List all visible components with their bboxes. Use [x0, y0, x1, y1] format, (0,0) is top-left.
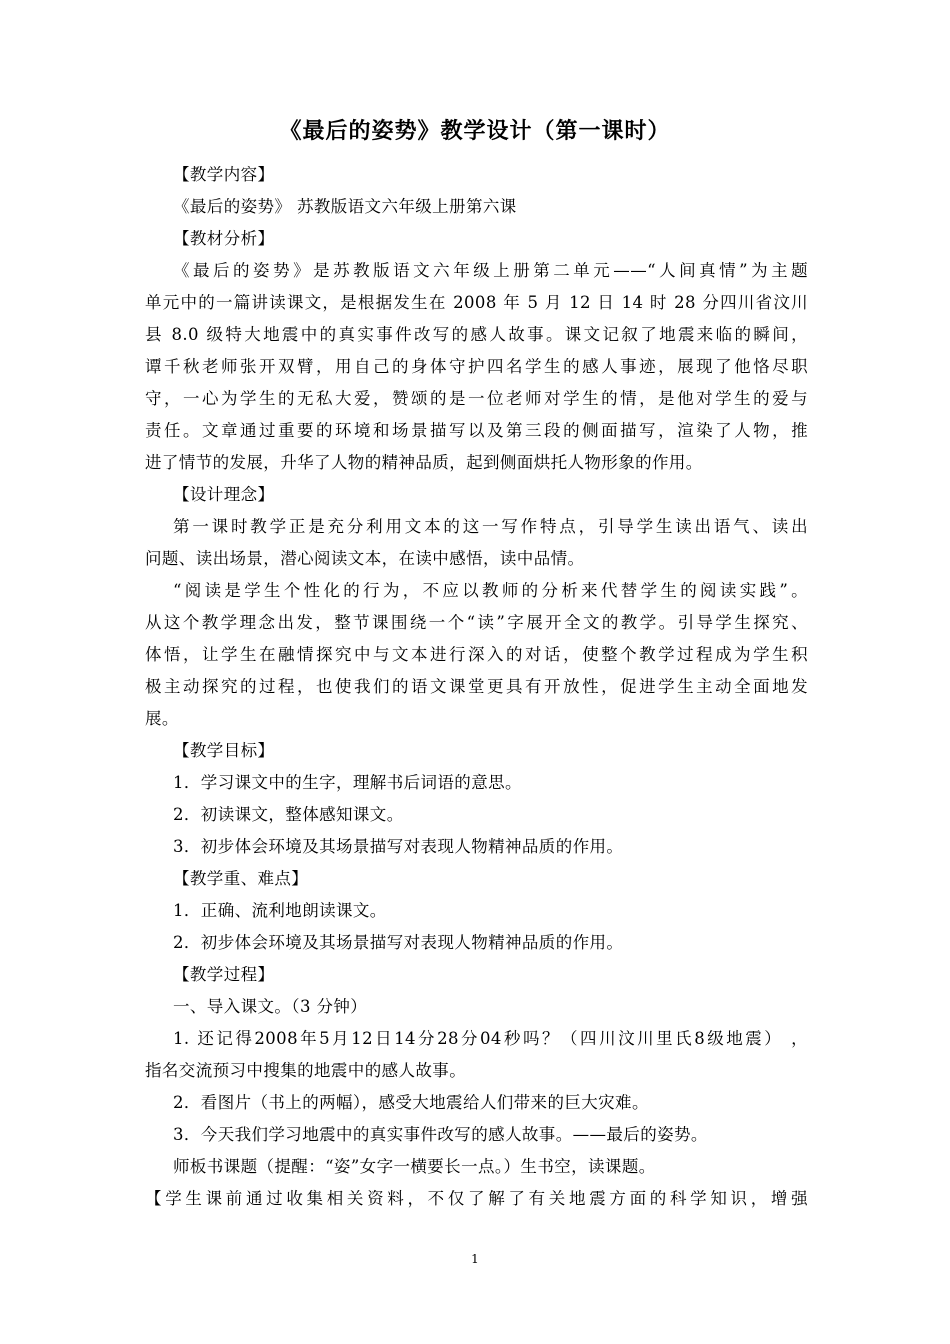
- section-heading-key-points: 【教学重、难点】: [173, 869, 309, 888]
- concept-line-5: 体悟，让学生在融情探究中与文本进行深入的对话，使整个教学过程成为学生积: [145, 645, 808, 664]
- goal-item-1: 1．学习课文中的生字，理解书后词语的意思。: [173, 773, 522, 792]
- key-point-item-2: 2．初步体会环境及其场景描写对表现人物精神品质的作用。: [173, 933, 624, 952]
- goal-item-3: 3．初步体会环境及其场景描写对表现人物精神品质的作用。: [173, 837, 624, 856]
- concept-line-6: 极主动探究的过程，也使我们的语文课堂更具有开放性，促进学生主动全面地发: [145, 677, 808, 696]
- process-line-6: 【学生课前通过收集相关资料，不仅了解了有关地震方面的科学知识，增强: [145, 1189, 808, 1208]
- concept-line-2: 问题、读出场景，潜心阅读文本，在读中感悟，读中品情。: [145, 549, 585, 568]
- process-step-heading: 一、导入课文。（3 分钟）: [173, 997, 368, 1016]
- concept-line-7: 展。: [145, 709, 179, 728]
- process-line-2: 指名交流预习中搜集的地震中的感人故事。: [145, 1061, 467, 1080]
- process-line-5: 师板书课题（提醒：“姿”女字一横要长一点。）生书空，读课题。: [173, 1157, 656, 1176]
- analysis-line-6: 责任。文章通过重要的环境和场景描写以及第三段的侧面描写，渲染了人物，推: [145, 421, 808, 440]
- section-heading-concept: 【设计理念】: [173, 485, 275, 504]
- analysis-line-2: 单元中的一篇讲读课文，是根据发生在 2008 年 5 月 12 日 14 时 28 分四川省汶川: [145, 293, 808, 312]
- section-heading-process: 【教学过程】: [173, 965, 275, 984]
- document-title: 《最后的姿势》教学设计（第一课时）: [279, 119, 671, 144]
- section-heading-content: 【教学内容】: [173, 165, 275, 184]
- concept-line-1: 第一课时教学正是充分利用文本的这一写作特点，引导学生读出语气、读出: [173, 517, 808, 536]
- process-line-4: 3．今天我们学习地震中的真实事件改写的感人故事。——最后的姿势。: [173, 1125, 708, 1144]
- analysis-line-7: 进了情节的发展，升华了人物的精神品质，起到侧面烘托人物形象的作用。: [145, 453, 703, 472]
- goal-item-2: 2．初读课文，整体感知课文。: [173, 805, 404, 824]
- section-heading-goals: 【教学目标】: [173, 741, 275, 760]
- process-line-3: 2．看图片（书上的两幅），感受大地震给人们带来的巨大灾难。: [173, 1093, 649, 1112]
- concept-line-3: “阅读是学生个性化的行为，不应以教师的分析来代替学生的阅读实践”。: [173, 581, 808, 600]
- content-text: 《最后的姿势》 苏教版语文六年级上册第六课: [173, 197, 517, 216]
- analysis-line-4: 谭千秋老师张开双臂，用自己的身体守护四名学生的感人事迹，展现了他恪尽职: [145, 357, 808, 376]
- page-number: 1: [471, 1252, 479, 1266]
- concept-line-4: 从这个教学理念出发，整节课围绕一个“读”字展开全文的教学。引导学生探究、: [145, 613, 808, 632]
- process-line-1: 1. 还记得2008年5月12日14分28分04秒吗？（四川汶川里氏8级地震） ，: [173, 1029, 808, 1048]
- section-heading-analysis: 【教材分析】: [173, 229, 275, 248]
- analysis-line-1: 《最后的姿势》是苏教版语文六年级上册第二单元——“人间真情”为主题: [173, 261, 808, 280]
- analysis-line-5: 守，一心为学生的无私大爱，赞颂的是一位老师对学生的情，是他对学生的爱与: [145, 389, 808, 408]
- analysis-line-3: 县 8.0 级特大地震中的真实事件改写的感人故事。课文记叙了地震来临的瞬间，: [145, 325, 808, 344]
- key-point-item-1: 1．正确、流利地朗读课文。: [173, 901, 387, 920]
